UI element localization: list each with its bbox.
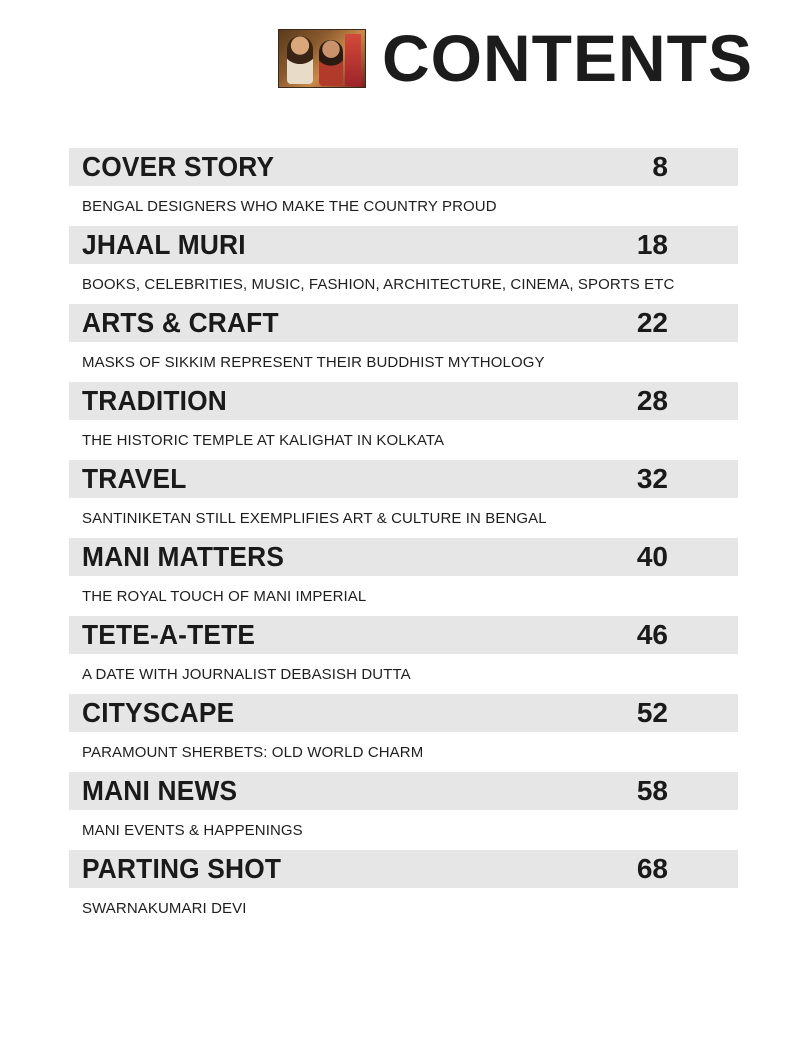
section-bar: [69, 148, 738, 186]
section-bar: [69, 850, 738, 888]
section-bar: [69, 616, 738, 654]
toc-entry[interactable]: [69, 460, 738, 538]
section-title: TRAVEL: [82, 463, 187, 494]
table-of-contents: [69, 148, 738, 928]
cover-photo-thumbnail: [278, 29, 366, 88]
section-title: COVER STORY: [82, 151, 275, 182]
fabric-display: [345, 34, 361, 86]
section-title: PARTING SHOT: [82, 853, 282, 884]
toc-entry[interactable]: [69, 148, 738, 226]
toc-entry[interactable]: [69, 616, 738, 694]
toc-entry[interactable]: [69, 538, 738, 616]
section-description: THE ROYAL TOUCH OF MANI IMPERIAL: [82, 588, 367, 605]
section-title: ARTS & CRAFT: [82, 307, 279, 338]
page-number: 58: [636, 775, 668, 806]
section-title: TRADITION: [82, 385, 227, 416]
toc-entry[interactable]: [69, 694, 738, 772]
section-bar: [69, 382, 738, 420]
page-number: 68: [636, 853, 668, 884]
toc-entry[interactable]: [69, 850, 738, 928]
section-title: MANI MATTERS: [82, 541, 285, 572]
toc-entry[interactable]: [69, 772, 738, 850]
section-description: SANTINIKETAN STILL EXEMPLIFIES ART & CULTURE IN BENGAL: [82, 510, 547, 527]
page-number: 22: [636, 307, 668, 338]
page-title: CONTENTS: [382, 21, 753, 95]
section-description: SWARNAKUMARI DEVI: [82, 900, 247, 917]
section-bar: [69, 304, 738, 342]
section-title: TETE-A-TETE: [82, 619, 256, 650]
section-bar: [69, 772, 738, 810]
section-bar: [69, 460, 738, 498]
section-title: CITYSCAPE: [82, 697, 235, 728]
section-description: BOOKS, CELEBRITIES, MUSIC, FASHION, ARCHITECTURE, CINEMA, SPORTS ETC: [82, 276, 675, 293]
section-description: PARAMOUNT SHERBETS: OLD WORLD CHARM: [82, 744, 424, 761]
person-figure: [287, 36, 313, 84]
toc-entry[interactable]: [69, 382, 738, 460]
section-description: MASKS OF SIKKIM REPRESENT THEIR BUDDHIST MYTHOLOGY: [82, 354, 545, 371]
section-title: JHAAL MURI: [82, 229, 246, 260]
page-number: 32: [636, 463, 668, 494]
contents-header: [278, 22, 753, 94]
section-description: THE HISTORIC TEMPLE AT KALIGHAT IN KOLKATA: [82, 432, 445, 449]
person-figure: [319, 40, 343, 86]
section-description: MANI EVENTS & HAPPENINGS: [82, 822, 303, 839]
page-number: 8: [652, 151, 668, 182]
page-number: 40: [636, 541, 668, 572]
page-number: 52: [636, 697, 668, 728]
section-bar: [69, 538, 738, 576]
section-description: A DATE WITH JOURNALIST DEBASISH DUTTA: [82, 666, 411, 683]
toc-entry[interactable]: [69, 304, 738, 382]
section-bar: [69, 226, 738, 264]
toc-entry[interactable]: [69, 226, 738, 304]
page-number: 28: [636, 385, 668, 416]
section-title: MANI NEWS: [82, 775, 238, 806]
section-bar: [69, 694, 738, 732]
page-number: 18: [636, 229, 668, 260]
page-number: 46: [636, 619, 668, 650]
section-description: BENGAL DESIGNERS WHO MAKE THE COUNTRY PROUD: [82, 198, 497, 215]
